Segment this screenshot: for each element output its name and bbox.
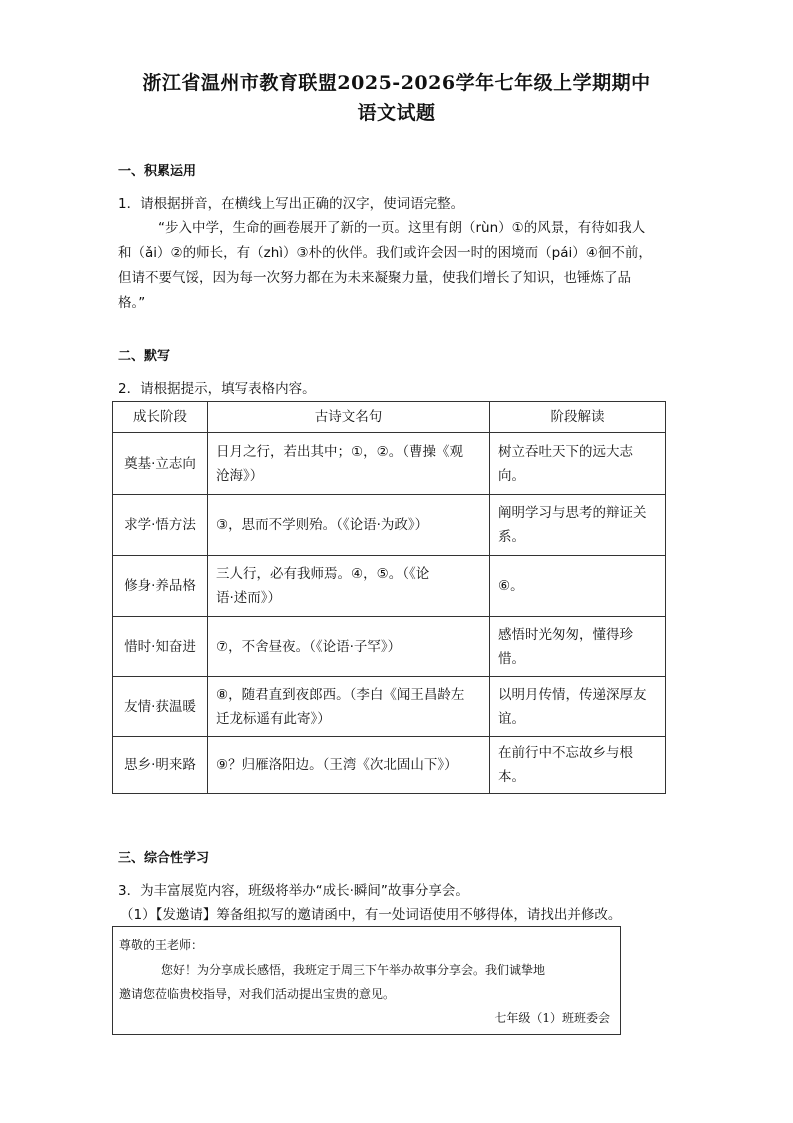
column-header-interpretation: 阶段解读 [490,402,666,433]
question-1-passage-line: “步入中学，生命的画卷展开了新的一页。这里有朗（rùn）①的风景，有待如我人 [158,220,646,236]
cell-line: ⑥。 [498,578,524,594]
cell-line: 感悟时光匆匆，懂得珍 [498,626,633,643]
stage-cell: 惜时·知奋进 [113,617,208,677]
poetry-table [112,401,666,794]
stage-cell: 思乡·明来路 [113,737,208,794]
column-header-stage: 成长阶段 [113,402,208,433]
question-1-passage-line: 和（ǎi）②的师长，有（zhì）③朴的伙伴。我们或许会因一时的困境而（pái）④徊不前， [118,245,652,261]
interpretation-cell [490,495,666,556]
table-row [113,737,666,794]
stage-cell: 求学·悟方法 [113,495,208,556]
cell-line: 树立吞吐天下的远大志 [498,443,633,460]
interpretation-cell [490,737,666,794]
table-row [113,495,666,556]
stage-cell: 奠基·立志向 [113,433,208,495]
question-1-passage-line: 但请不要气馁，因为每一次努力都在为未来凝聚力量，使我们增长了知识，也锤炼了品 [118,270,631,286]
cell-line: 沧海》） [216,467,264,484]
table-row [113,617,666,677]
poem-cell [208,617,490,677]
cell-line: 语·述而》） [216,590,282,606]
letter-signature: 七年级（1）班班委会 [494,1011,610,1025]
table-row [113,556,666,617]
question-2-prompt: 2．请根据提示，填写表格内容。 [118,381,316,397]
page-title-line1: 浙江省温州市教育联盟2025-2026学年七年级上学期期中 [142,72,651,94]
poem-cell [208,556,490,617]
interpretation-cell [490,556,666,617]
table-row [113,433,666,495]
cell-line: 以明月传情，传递深厚友 [498,686,647,703]
cell-line: 惜。 [498,650,525,667]
letter-salutation: 尊敬的王老师： [119,938,204,952]
question-3-prompt: 3．为丰富展览内容，班级将举办“成长·瞬间”故事分享会。 [118,883,469,899]
cell-line: 阐明学习与思考的辩证关 [498,505,647,521]
interpretation-cell [490,433,666,495]
poem-cell [208,433,490,495]
cell-line: 三人行，必有我师焉。④，⑤。（《论 [216,566,430,582]
cell-line: ⑨？归雁洛阳边。（王湾《次北固山下》） [216,757,458,773]
invitation-letter-box [112,926,621,1035]
table-header-row [113,402,666,433]
column-header-poem: 古诗文名句 [208,402,490,433]
interpretation-cell [490,677,666,737]
cell-line: ③，思而不学则殆。（《论语·为政》） [216,517,429,533]
question-1-prompt: 1．请根据拼音，在横线上写出正确的汉字，使词语完整。 [118,196,465,212]
cell-line: 迁龙标遥有此寄》） [216,710,331,727]
cell-line: ⑧，随君直到夜郎西。（李白《闻王昌龄左 [216,686,465,703]
cell-line: 日月之行，若出其中；①，②。（曹操《观 [216,443,463,460]
stage-cell: 修身·养品格 [113,556,208,617]
page-title-line2: 语文试题 [357,102,436,124]
interpretation-cell [490,617,666,677]
letter-body-line: 邀请您莅临贵校指导，对我们活动提出宝贵的意见。 [119,987,396,1001]
cell-line: 谊。 [498,710,525,727]
cell-line: 在前行中不忘故乡与根 [498,745,633,761]
question-1-passage-line: 格。” [118,295,146,311]
section-heading-1: 一、积累运用 [118,164,197,179]
poem-cell [208,495,490,556]
question-3-subquestion-1: （1）【发邀请】筹备组拟写的邀请函中，有一处词语使用不够得体，请找出并修改。 [120,907,622,923]
section-heading-2: 二、默写 [118,349,171,364]
stage-cell: 友情·获温暖 [113,677,208,737]
cell-line: ⑦，不舍昼夜。（《论语·子罕》） [216,638,402,655]
section-heading-3: 三、综合性学习 [118,851,210,866]
cell-line: 系。 [498,529,525,545]
poem-cell [208,737,490,794]
poem-cell [208,677,490,737]
cell-line: 向。 [498,467,525,484]
cell-line: 本。 [498,769,525,785]
table-row [113,677,666,737]
letter-body-line: 您好！为分享成长感悟，我班定于周三下午举办故事分享会。我们诚挚地 [161,963,546,977]
